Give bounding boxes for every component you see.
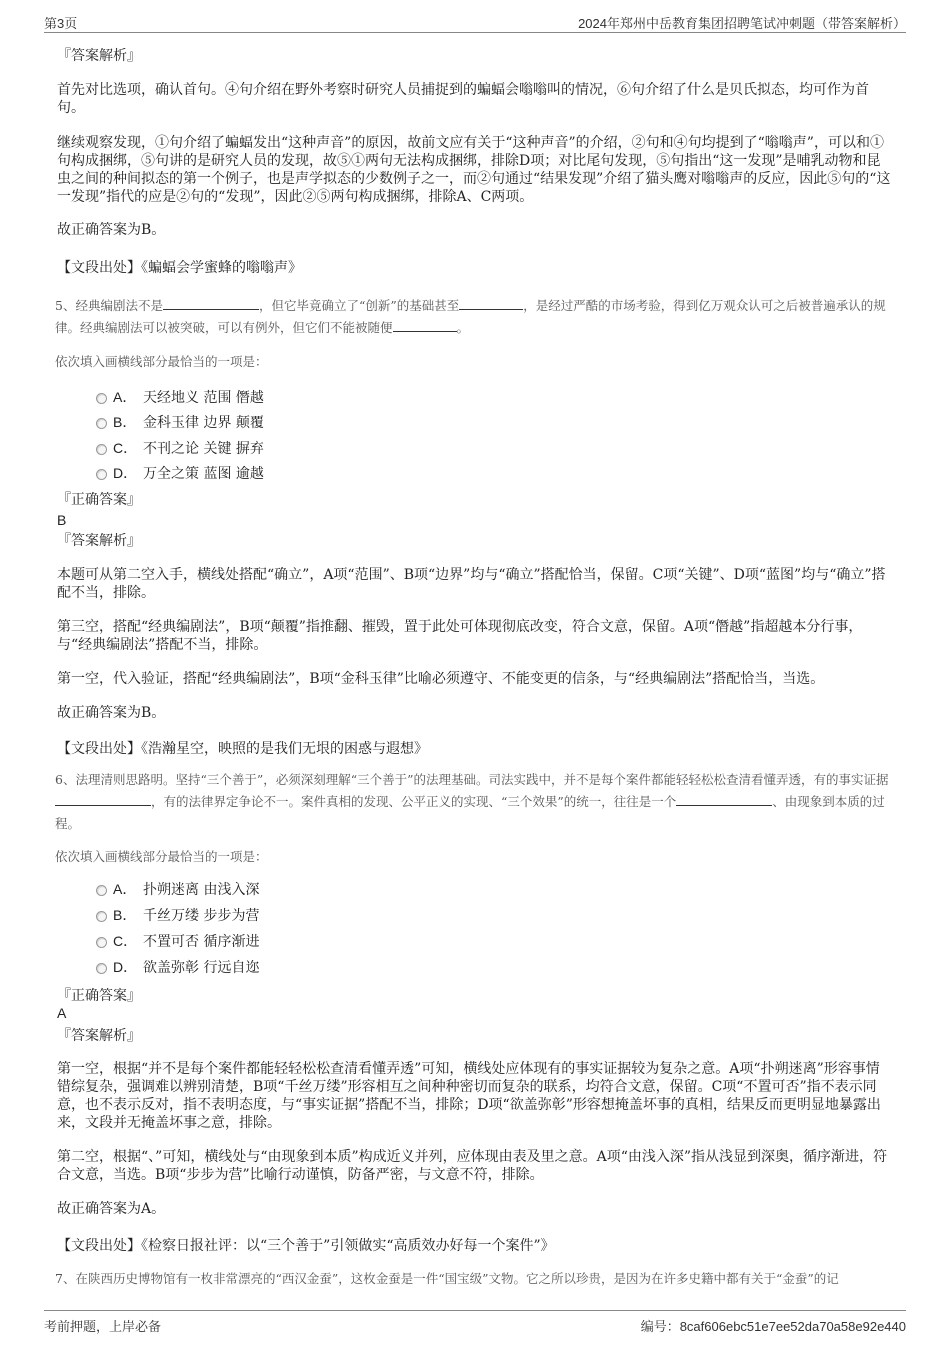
q5-correct-answer: B: [57, 512, 67, 528]
q6-blank-1: [55, 791, 151, 806]
footer-slogan: 考前押题，上岸必备: [44, 1319, 162, 1334]
q5-correct-label: 『正确答案』: [57, 492, 141, 508]
q4-analysis-p2: 继续观察发现，①句介绍了蝙蝠发出“这种声音”的原因，故前文应有关于“这种声音”的介绍，②句和④句均提到了“嗡嗡声”，可以和①句构成捆绑，⑤句讲的是研究人员的发现，故⑤①两句无法构成捆绑，排除D项；对比尾句发现，⑤句指出“这一发现”是哺乳动物和昆虫之间的种间拟态的第一个例子，也是声学拟态的少数例子之一，而②句通过“结果发现”介绍了猫头鹰对嗡嗡声的反应，因此⑤句的“这一发现”指代的应是②句的“发现”，因此②⑤两句构成捆绑，排除A、C两项。: [57, 135, 891, 205]
option-letter: A．: [113, 389, 137, 405]
q7-stem: 7、在陕西历史博物馆有一枚非常漂亮的“西汉金蚕”，这枚金蚕是一件“国宝级”文物。它之所以珍贵，是因为在许多史籍中都有关于“金蚕”的记: [55, 1271, 839, 1286]
option-letter: B．: [113, 414, 137, 430]
page-header: [44, 10, 906, 33]
q4-source: 【文段出处】《蝙蝠会学蜜蜂的嗡嗡声》: [57, 260, 302, 276]
option-text: 不置可否 循序渐进: [143, 934, 260, 950]
q5-analysis-label: 『答案解析』: [57, 533, 141, 549]
q6-correct-answer: A: [57, 1005, 67, 1021]
q6-option-b[interactable]: [96, 905, 259, 925]
radio-button[interactable]: [96, 937, 107, 948]
option-letter: D．: [113, 465, 138, 481]
option-letter: B．: [113, 907, 137, 923]
radio-button[interactable]: [96, 911, 107, 922]
radio-button[interactable]: [96, 393, 107, 404]
option-text: 天经地义 范围 僭越: [143, 390, 264, 406]
q6-analysis-p1: 第一空，根据“并不是每个案件都能轻轻松松查清看懂弄透”可知，横线处应体现有的事实证据较为复杂之意。A项“扑朔迷离”形容事情错综复杂，强调难以辨别清楚，B项“千丝万缕”形容相互之间种种密切而复杂的联系，均符合文意，保留。C项“不置可否”指不表示同意，也不表示反对，指不表明态度，与“事实证据”搭配不当，排除；D项“欲盖弥彰”形容想掩盖坏事的真相，结果反而更明显地暴露出来，文段并无掩盖坏事之意，排除。: [57, 1061, 881, 1131]
q5-blank-1: [163, 295, 259, 310]
q6-stem-part: 、由现象到本质的过程。: [55, 794, 885, 831]
q5-stem-part: ，但它毕竟确立了“创新”的基础甚至: [258, 298, 460, 313]
option-text: 欲盖弥彰 行远自迩: [143, 960, 260, 976]
q6-correct-label: 『正确答案』: [57, 988, 141, 1004]
q6-stem: [55, 769, 897, 835]
q6-option-d[interactable]: [96, 957, 259, 977]
option-text: 不刊之论 关键 摒弃: [143, 441, 264, 457]
q5-blank-3: [393, 317, 457, 332]
radio-button[interactable]: [96, 885, 107, 896]
q5-stem: [55, 295, 897, 339]
option-letter: C．: [113, 440, 138, 456]
q5-stem-part: 。: [456, 320, 470, 335]
radio-button[interactable]: [96, 469, 107, 480]
q6-option-a[interactable]: [96, 879, 259, 899]
q4-analysis-p3: 故正确答案为B。: [57, 222, 166, 238]
q5-option-d[interactable]: [96, 463, 264, 483]
q5-stem-part: 5、经典编剧法不是: [55, 298, 163, 313]
document-title: 2024年郑州中岳教育集团招聘笔试冲刺题（带答案解析）: [578, 16, 906, 31]
q5-option-b[interactable]: [96, 412, 264, 432]
q5-analysis-p2: 第三空，搭配“经典编剧法”，B项“颠覆”指推翻、摧毁，置于此处可体现彻底改变，符合文意，保留。A项“僭越”指超越本分行事，与“经典编剧法”搭配不当，排除。: [57, 619, 863, 653]
q6-option-c[interactable]: [96, 931, 259, 951]
q5-stem-part: ，是经过严酷的市场考验，得到亿万观众认可之后被普遍承认的规律。经典编剧法可以被突破，可以有例外，但它们不能被随便: [55, 298, 886, 335]
q5-analysis-p1: 本题可从第二空入手，横线处搭配“确立”，A项“范围”、B项“边界”均与“确立”搭配恰当，保留。C项“关键”、D项“蓝图”均与“确立”搭配不当，排除。: [57, 567, 886, 601]
q6-analysis-p2: 第二空，根据“、”可知，横线处与“由现象到本质”构成近义并列，应体现由表及里之意。A项“由浅入深”指从浅显到深奥，循序渐进，符合文意，当选。B项“步步为营”比喻行动谨慎，防备严密，与文意不符，排除。: [57, 1149, 888, 1183]
page-number: 第3页: [44, 16, 78, 31]
q4-analysis-p1: 首先对比选项，确认首句。④句介绍在野外考察时研究人员捕捉到的蝙蝠会嗡嗡叫的情况，⑥句介绍了什么是贝氏拟态，均可作为首句。: [57, 82, 869, 116]
q6-source: 【文段出处】《检察日报社评：以“三个善于”引领做实“高质效办好每一个案件”》: [57, 1238, 555, 1254]
q5-option-c[interactable]: [96, 438, 264, 458]
option-letter: C．: [113, 933, 138, 949]
option-text: 万全之策 蓝图 逾越: [143, 466, 264, 482]
option-text: 金科玉律 边界 颠覆: [143, 415, 264, 431]
q6-analysis-p3: 故正确答案为A。: [57, 1201, 166, 1217]
page-footer: [44, 1310, 906, 1335]
q5-source: 【文段出处】《浩瀚星空，映照的是我们无垠的困惑与遐想》: [57, 741, 428, 757]
option-text: 扑朔迷离 由浅入深: [143, 882, 260, 898]
q4-analysis-label: 『答案解析』: [57, 48, 141, 64]
q5-prompt: 依次填入画横线部分最恰当的一项是：: [55, 354, 268, 369]
q5-blank-2: [459, 295, 523, 310]
option-text: 千丝万缕 步步为营: [143, 908, 260, 924]
option-letter: A．: [113, 881, 137, 897]
q5-analysis-p4: 故正确答案为B。: [57, 705, 166, 721]
document-id: 编号：8caf606ebc51e7ee52da70a58e92e440: [640, 1319, 906, 1334]
q5-analysis-p3: 第一空，代入验证，搭配“经典编剧法”，B项“金科玉律”比喻必须遵守、不能变更的信条，与“经典编剧法”搭配恰当，当选。: [57, 671, 825, 687]
radio-button[interactable]: [96, 418, 107, 429]
q6-stem-part: ，有的法律界定争论不一。案件真相的发现、公平正义的实现、“三个效果”的统一，往往是一个: [151, 794, 677, 809]
option-letter: D．: [113, 959, 138, 975]
q6-analysis-label: 『答案解析』: [57, 1028, 141, 1044]
radio-button[interactable]: [96, 963, 107, 974]
q5-option-a[interactable]: [96, 387, 264, 407]
q6-blank-2: [676, 791, 772, 806]
q6-stem-part: 6、法理清则思路明。坚持“三个善于”，必须深刻理解“三个善于”的法理基础。司法实践中，并不是每个案件都能轻轻松松查清看懂弄透，有的事实证据: [55, 772, 889, 787]
q6-prompt: 依次填入画横线部分最恰当的一项是：: [55, 849, 268, 864]
radio-button[interactable]: [96, 444, 107, 455]
